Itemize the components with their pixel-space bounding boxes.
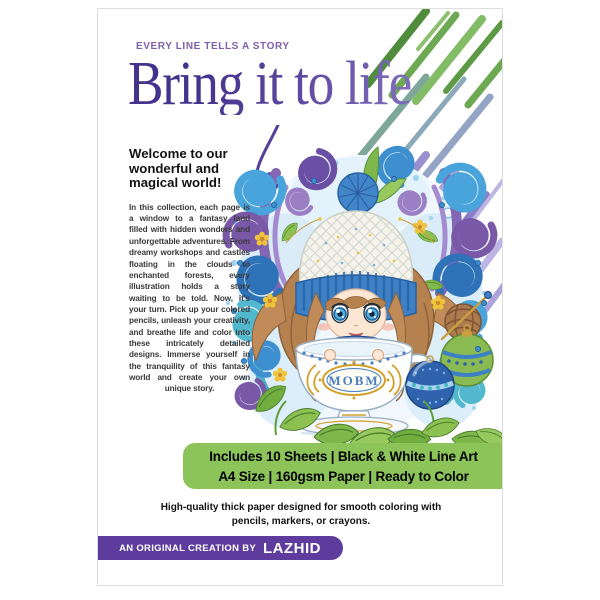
hand-left: [325, 350, 336, 361]
features-line-1: Includes 10 Sheets | Black & White Line Art: [209, 448, 478, 464]
cover-illustration: [216, 142, 503, 454]
intro-column: [129, 147, 250, 395]
cover-title: Bring it to life: [128, 50, 411, 118]
intro-paragraph: In this collection, each page is a window to a fantasy land filled with hidden wonders and unforgettable adventures. From dreamy workshops and castles floating in the clouds to enchanted forests, every illustration holds a story waiting to be told. Now, it's your turn. Pick up your colored pencils, unleash your creativity, and breathe life and color into these intricately detailed designs. Immerse yourself in the tranquility of this fantasy world and create your own unique story.: [129, 202, 250, 394]
credit-brand-name: LAZHID: [263, 539, 321, 557]
cover-tagline: EVERY LINE TELLS A STORY: [136, 41, 290, 52]
features-line-2: A4 Size | 160gsm Paper | Ready to Color: [218, 468, 469, 484]
hand-right: [373, 350, 384, 361]
credit-prefix: AN ORIGINAL CREATION BY: [119, 542, 256, 554]
features-banner: [183, 443, 503, 489]
welcome-heading: Welcome to our wonderful and magical world!: [129, 146, 228, 191]
book-cover: [97, 8, 503, 586]
paper-quality-note: High-quality thick paper designed for smooth coloring with pencils, markers, or crayons.: [160, 502, 442, 527]
teacup-label: MOBM: [328, 373, 380, 388]
credit-banner: [98, 536, 343, 560]
